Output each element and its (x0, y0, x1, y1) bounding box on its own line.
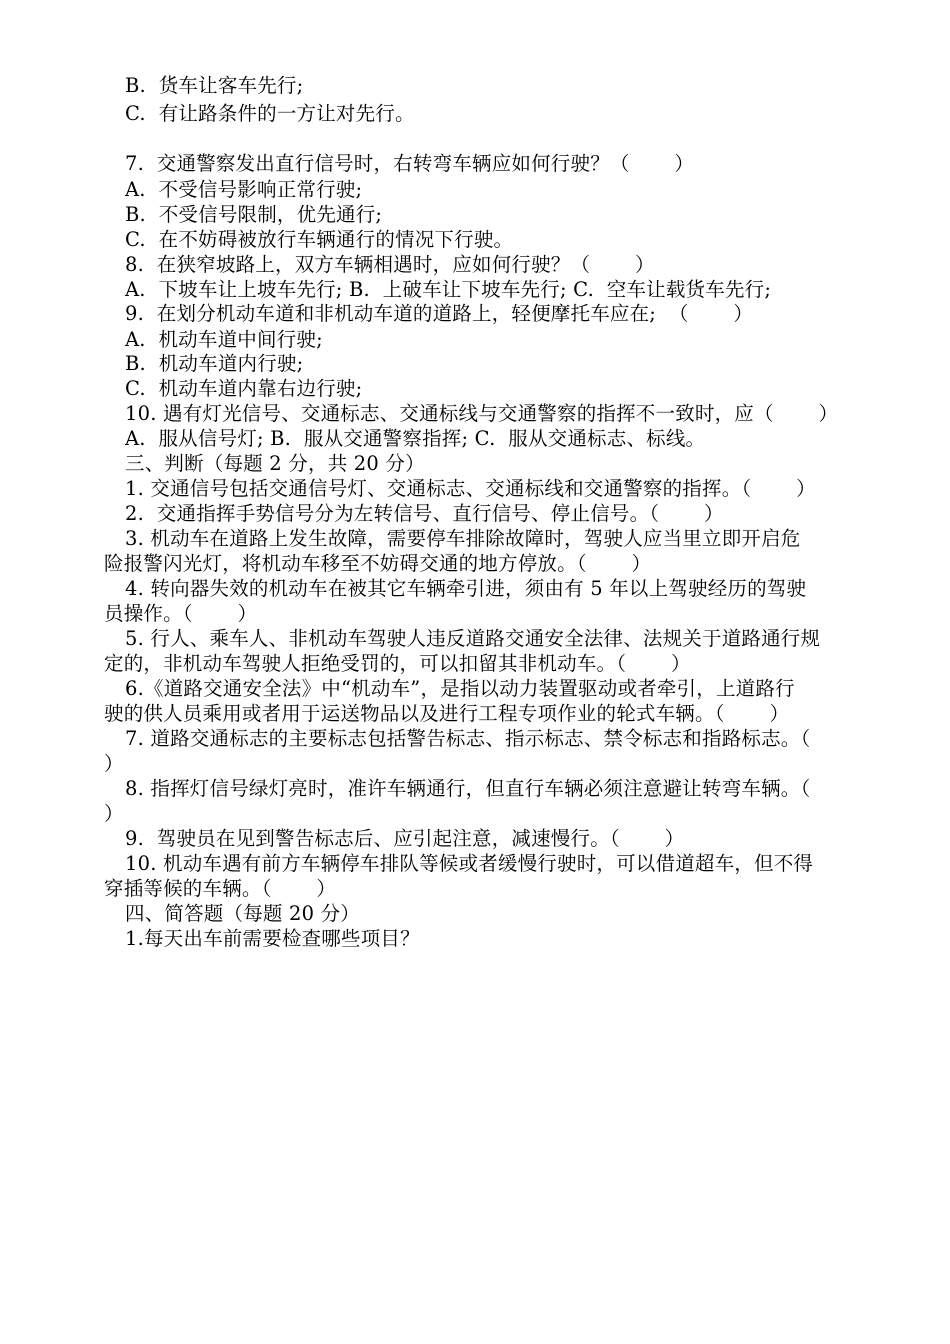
text-line: 险报警闪光灯，将机动车移至不妨碍交通的地方停放。（ ） (104, 552, 652, 575)
text-line: B. 不受信号限制，优先通行; (125, 203, 383, 226)
text-line: 1. 交通信号包括交通信号灯、交通标志、交通标线和交通警察的指挥。（ ） (125, 477, 816, 500)
text-line: ） (104, 802, 124, 825)
text-line: 9. 驾驶员在见到警告标志后、应引起注意，减速慢行。（ ） (125, 827, 685, 850)
text-line: 3. 机动车在道路上发生故障，需要停车排除故障时，驾驶人应当里立即开启危 (125, 527, 801, 550)
text-line: A. 机动车道中间行驶; (125, 328, 323, 351)
text-line: 8. 指挥灯信号绿灯亮时，准许车辆通行，但直行车辆必须注意避让转弯车辆。（ (125, 777, 811, 800)
text-line: 穿插等候的车辆。（ ） (104, 877, 337, 900)
text-line: 2. 交通指挥手势信号分为左转信号、直行信号、停止信号。（ ） (125, 502, 724, 525)
section-heading: 三、判断（每题 2 分，共 20 分） (125, 452, 425, 475)
text-line: 7. 道路交通标志的主要标志包括警告标志、指示标志、禁令标志和指路标志。（ (125, 727, 811, 750)
text-line: B. 货车让客车先行; (125, 74, 304, 97)
text-line: 1.每天出车前需要检查哪些项目？ (125, 927, 420, 950)
text-line: 4. 转向器失效的机动车在被其它车辆牵引进，须由有 5 年以上驾驶经历的驾驶 (125, 577, 807, 600)
text-line: A. 下坡车让上坡车先行; B. 上破车让下坡车先行; C. 空车让载货车先行; (125, 278, 772, 301)
text-line: A. 服从信号灯; B. 服从交通警察指挥; C. 服从交通标志、标线。 (125, 427, 706, 450)
text-line: 9. 在划分机动车道和非机动车道的道路上，轻便摩托车应在; （ ） (125, 302, 754, 325)
text-line: 10. 遇有灯光信号、交通标志、交通标线与交通警察的指挥不一致时，应（ ） (125, 402, 839, 425)
text-line: C. 机动车道内靠右边行驶; (125, 377, 363, 400)
text-line: 10. 机动车遇有前方车辆停车排队等候或者缓慢行驶时，可以借道超车，但不得 (125, 852, 814, 875)
text-line: C. 在不妨碍被放行车辆通行的情况下行驶。 (125, 228, 514, 251)
text-line: 5. 行人、乘车人、非机动车驾驶人违反道路交通安全法律、法规关于道路通行规 (125, 627, 821, 650)
section-heading: 四、简答题（每题 20 分） (125, 902, 361, 925)
text-line: ） (104, 752, 124, 775)
text-line: 7. 交通警察发出直行信号时，右转弯车辆应如何行驶？（ ） (125, 152, 695, 175)
text-line: A. 不受信号影响正常行驶; (125, 178, 363, 201)
text-line: B. 机动车道内行驶; (125, 352, 304, 375)
text-line: C. 有让路条件的一方让对先行。 (125, 102, 415, 125)
text-line: 员操作。（ ） (104, 602, 258, 625)
text-line: 驶的供人员乘用或者用于运送物品以及进行工程专项作业的轮式车辆。（ ） (104, 702, 790, 725)
text-line: 6.《道路交通安全法》中“机动车”，是指以动力装置驱动或者牵引，上道路行 (125, 677, 795, 700)
text-line: 定的，非机动车驾驶人拒绝受罚的，可以扣留其非机动车。（ ） (104, 652, 691, 675)
text-line: 8. 在狭窄坡路上，双方车辆相遇时，应如何行驶？（ ） (125, 253, 655, 276)
